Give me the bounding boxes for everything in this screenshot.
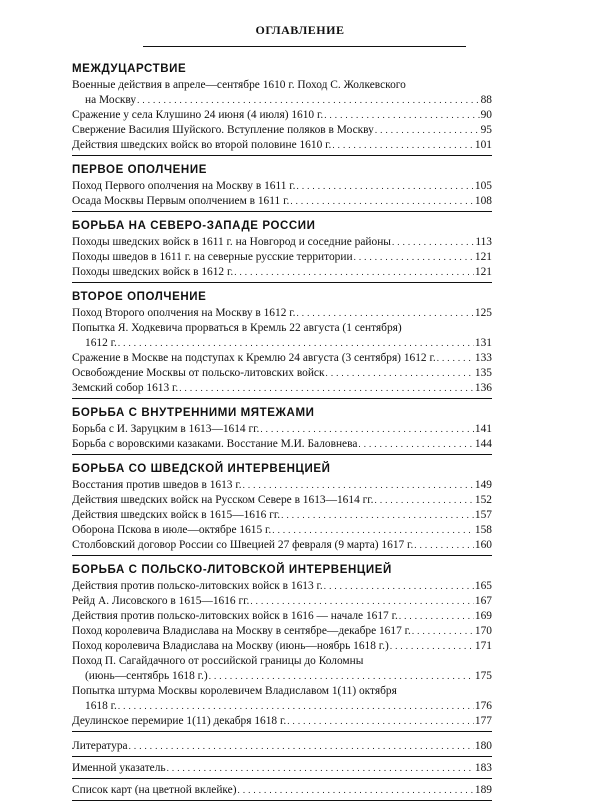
toc-entry-text: Оборона Пскова в июле—октябре 1615 г.: [72, 524, 272, 536]
toc-page-number: 183: [474, 762, 492, 774]
dot-leader: [390, 639, 474, 654]
toc-entry-line: [72, 306, 492, 321]
toc-page-number: 189: [474, 784, 492, 796]
toc-entry-text: Деулинское перемирие 1(11) декабря 1618 г.: [72, 715, 287, 727]
toc-page-number: 121: [474, 251, 492, 263]
toc-entry-text: Борьба с воровскими казаками. Восстание М.И. Баловнева: [72, 438, 358, 450]
toc-section: [72, 462, 492, 556]
toc-section: [72, 163, 492, 212]
toc-entry-line: [72, 783, 492, 798]
toc-entry-text: Сражение в Москве на подступах к Кремлю 24 августа (3 сентября) 1612 г.: [72, 352, 436, 364]
toc-entry-line: [72, 761, 492, 776]
toc-entry: [72, 739, 492, 754]
dot-leader: [392, 235, 474, 250]
toc-section: [72, 62, 492, 156]
toc-entry: [72, 594, 492, 609]
toc-entry-line: [72, 684, 492, 699]
toc-entry: [72, 78, 492, 108]
dot-leader: [167, 761, 474, 776]
dot-leader: [412, 624, 474, 639]
toc-entry-line: [72, 108, 492, 123]
toc-entry-line: [72, 714, 492, 729]
toc-page-number: 121: [474, 266, 492, 278]
toc-entry-text: на Москву: [85, 94, 137, 106]
toc-entry: [72, 381, 492, 396]
toc-entry: [72, 508, 492, 523]
toc-entry-line: [72, 437, 492, 452]
toc-page-number: 175: [474, 670, 492, 682]
toc-page-number: 88: [480, 94, 492, 106]
toc-page-number: 177: [474, 715, 492, 727]
section-heading: БОРЬБА СО ШВЕДСКОЙ ИНТЕРВЕНЦИЕЙ: [72, 463, 331, 475]
toc-entry-line: [72, 366, 492, 381]
toc-entry-text: Поход королевича Владислава на Москву (июнь—ноябрь 1618 г.): [72, 640, 389, 652]
toc-page-number: 157: [474, 509, 492, 521]
toc-entry: [72, 250, 492, 265]
toc-entry-text: Именной указатель: [72, 762, 166, 774]
toc-page-number: 149: [474, 479, 492, 491]
toc-entry: [72, 624, 492, 639]
toc-entry-text: Действия шведских войск на Русском Севере в 1613—1614 гг.: [72, 494, 374, 506]
dot-leader: [354, 250, 474, 265]
toc-entry: [72, 684, 492, 714]
toc-section: [72, 219, 492, 283]
dot-leader: [129, 739, 474, 754]
toc-entry-text: Попытка штурма Москвы королевичем Владиславом 1(11) октября: [72, 685, 397, 697]
dot-leader: [234, 265, 474, 280]
toc-page-number: 167: [474, 595, 492, 607]
toc-page-number: 180: [474, 740, 492, 752]
toc-entry: [72, 609, 492, 624]
section-heading: БОРЬБА НА СЕВЕРО-ЗАПАДЕ РОССИИ: [72, 220, 316, 232]
toc-entry-text: Свержение Василия Шуйского. Вступление поляков в Москву: [72, 124, 374, 136]
toc-entry-text: Поход королевича Владислава на Москву в сентябре—декабре 1617 г.: [72, 625, 411, 637]
toc-entry-text: Походы шведских войск в 1612 г.: [72, 266, 234, 278]
toc-entry: [72, 194, 492, 209]
toc-entry: [72, 366, 492, 381]
toc-entry-line: [72, 138, 492, 153]
toc-entry-line: [72, 699, 492, 714]
dot-leader: [290, 194, 474, 209]
section-heading: МЕЖДУЦАРСТВИЕ: [72, 63, 187, 75]
toc-entry-text: Литература: [72, 740, 128, 752]
toc-page-number: 136: [474, 382, 492, 394]
toc-entry: [72, 579, 492, 594]
toc-entry: [72, 761, 492, 776]
page-title: ОГЛАВЛЕНИЕ: [255, 23, 345, 37]
dot-leader: [250, 594, 474, 609]
toc-page-number: 95: [480, 124, 492, 136]
dot-leader: [118, 336, 474, 351]
toc-page-number: 144: [474, 438, 492, 450]
toc-entry-text: Поход П. Сагайдачного от российской границы до Коломны: [72, 655, 364, 667]
dot-leader: [326, 366, 474, 381]
title-underline: [143, 46, 466, 47]
toc-entry-text: Сражение у села Клушино 24 июня (4 июля) 1610 г.: [72, 109, 324, 121]
dot-leader: [287, 714, 474, 729]
toc-entry-text: Восстания против шведов в 1613 г.: [72, 479, 242, 491]
toc-entry-line: [72, 654, 492, 669]
toc-section: [72, 563, 492, 732]
toc-entry-text: Поход Второго ополчения на Москву в 1612 г.: [72, 307, 296, 319]
dot-leader: [296, 306, 473, 321]
toc-entry-text: Военные действия в апреле—сентябре 1610 г. Поход С. Жолкевского: [72, 79, 406, 91]
toc-entry: [72, 138, 492, 153]
toc-entry-text: Земский собор 1613 г.: [72, 382, 179, 394]
toc-entry-text: 1618 г.: [85, 700, 117, 712]
toc-entry: [72, 478, 492, 493]
toc-page-number: 170: [474, 625, 492, 637]
toc-entry-line: [72, 422, 492, 437]
toc-page-number: 160: [474, 539, 492, 551]
toc-entry-line: [72, 624, 492, 639]
toc-entry: [72, 306, 492, 321]
toc-page-number: 171: [474, 640, 492, 652]
section-heading: ВТОРОЕ ОПОЛЧЕНИЕ: [72, 291, 207, 303]
toc-entry-line: [72, 179, 492, 194]
toc-entry-line: [72, 508, 492, 523]
toc-entry-line: [72, 93, 492, 108]
dot-leader: [272, 523, 474, 538]
table-of-contents: [72, 62, 492, 801]
toc-entry-line: [72, 351, 492, 366]
toc-entry: [72, 538, 492, 553]
toc-entry-line: [72, 669, 492, 684]
toc-entry: [72, 654, 492, 684]
dot-leader: [243, 478, 474, 493]
dot-leader: [332, 138, 474, 153]
toc-back-matter: [72, 739, 492, 757]
toc-entry-text: Поход Первого ополчения на Москву в 1611 г.: [72, 180, 296, 192]
toc-entry-line: [72, 478, 492, 493]
toc-page-number: 152: [474, 494, 492, 506]
toc-page-number: 135: [474, 367, 492, 379]
toc-back-matter: [72, 761, 492, 779]
toc-entry: [72, 123, 492, 138]
toc-entry-line: [72, 493, 492, 508]
toc-entry-line: [72, 639, 492, 654]
dot-leader: [137, 93, 480, 108]
dot-leader: [260, 422, 474, 437]
toc-section: [72, 290, 492, 399]
toc-page-number: 90: [480, 109, 492, 121]
toc-entry-line: [72, 523, 492, 538]
toc-entry-text: Борьба с И. Заруцким в 1613—1614 гг.: [72, 423, 260, 435]
dot-leader: [209, 669, 474, 684]
toc-entry: [72, 235, 492, 250]
toc-page-number: 158: [474, 524, 492, 536]
toc-entry-text: Список карт (на цветной вклейке): [72, 784, 237, 796]
toc-page-number: 141: [474, 423, 492, 435]
toc-page-number: 105: [474, 180, 492, 192]
toc-page-number: 133: [474, 352, 492, 364]
toc-page-number: 113: [475, 236, 492, 248]
toc-page-number: 101: [474, 139, 492, 151]
dot-leader: [324, 108, 479, 123]
toc-entry-line: [72, 321, 492, 336]
toc-entry-text: Освобождение Москвы от польско-литовских войск: [72, 367, 325, 379]
dot-leader: [281, 508, 474, 523]
toc-entry-line: [72, 609, 492, 624]
toc-entry: [72, 523, 492, 538]
section-heading: ПЕРВОЕ ОПОЛЧЕНИЕ: [72, 164, 207, 176]
toc-entry: [72, 437, 492, 452]
toc-page-number: 165: [474, 580, 492, 592]
toc-entry: [72, 639, 492, 654]
toc-section: [72, 406, 492, 455]
toc-entry: [72, 321, 492, 351]
toc-entry-text: Осада Москвы Первым ополчением в 1611 г.: [72, 195, 290, 207]
toc-entry: [72, 783, 492, 798]
toc-entry-text: 1612 г.: [85, 337, 117, 349]
toc-entry-line: [72, 123, 492, 138]
toc-entry-text: Походы шведских войск в 1611 г. на Новгород и соседние районы: [72, 236, 391, 248]
dot-leader: [179, 381, 474, 396]
dot-leader: [399, 609, 474, 624]
toc-entry-line: [72, 250, 492, 265]
toc-entry: [72, 351, 492, 366]
toc-entry: [72, 493, 492, 508]
toc-page-number: 125: [474, 307, 492, 319]
toc-entry-text: Действия против польско-литовских войск в 1613 г.: [72, 580, 323, 592]
dot-leader: [238, 783, 474, 798]
section-heading: БОРЬБА С ПОЛЬСКО-ЛИТОВСКОЙ ИНТЕРВЕНЦИЕЙ: [72, 564, 392, 576]
toc-entry: [72, 265, 492, 280]
dot-leader: [375, 493, 474, 508]
toc-page-number: 169: [474, 610, 492, 622]
toc-page-number: 108: [474, 195, 492, 207]
dot-leader: [297, 179, 474, 194]
toc-entry: [72, 179, 492, 194]
dot-leader: [358, 437, 474, 452]
toc-page-number: 131: [474, 337, 492, 349]
dot-leader: [375, 123, 480, 138]
section-heading: БОРЬБА С ВНУТРЕННИМИ МЯТЕЖАМИ: [72, 407, 315, 419]
toc-entry: [72, 714, 492, 729]
toc-back-matter: [72, 783, 492, 801]
toc-entry-line: [72, 265, 492, 280]
toc-entry-line: [72, 78, 492, 93]
toc-entry: [72, 108, 492, 123]
toc-entry-text: Действия шведских войск во второй половине 1610 г.: [72, 139, 332, 151]
dot-leader: [414, 538, 474, 553]
toc-entry-text: Попытка Я. Ходкевича прорваться в Кремль 22 августа (1 сентября): [72, 322, 402, 334]
toc-entry-line: [72, 194, 492, 209]
toc-entry-text: Действия шведских войск в 1615—1616 гг.: [72, 509, 281, 521]
toc-entry-line: [72, 381, 492, 396]
toc-entry-text: (июнь—сентябрь 1618 г.): [85, 670, 208, 682]
toc-page-number: 176: [474, 700, 492, 712]
toc-entry-text: Действия против польско-литовских войск в 1616 — начале 1617 г.: [72, 610, 398, 622]
toc-entry-line: [72, 579, 492, 594]
toc-entry-line: [72, 594, 492, 609]
toc-entry-text: Рейд А. Лисовского в 1615—1616 гг.: [72, 595, 250, 607]
toc-entry-line: [72, 739, 492, 754]
dot-leader: [437, 351, 474, 366]
toc-entry-line: [72, 538, 492, 553]
toc-entry-text: Походы шведов в 1611 г. на северные русские территории: [72, 251, 353, 263]
toc-entry: [72, 422, 492, 437]
dot-leader: [324, 579, 474, 594]
toc-entry-line: [72, 235, 492, 250]
dot-leader: [118, 699, 474, 714]
toc-entry-text: Столбовский договор России со Швецией 27 февраля (9 марта) 1617 г.: [72, 539, 414, 551]
toc-entry-line: [72, 336, 492, 351]
